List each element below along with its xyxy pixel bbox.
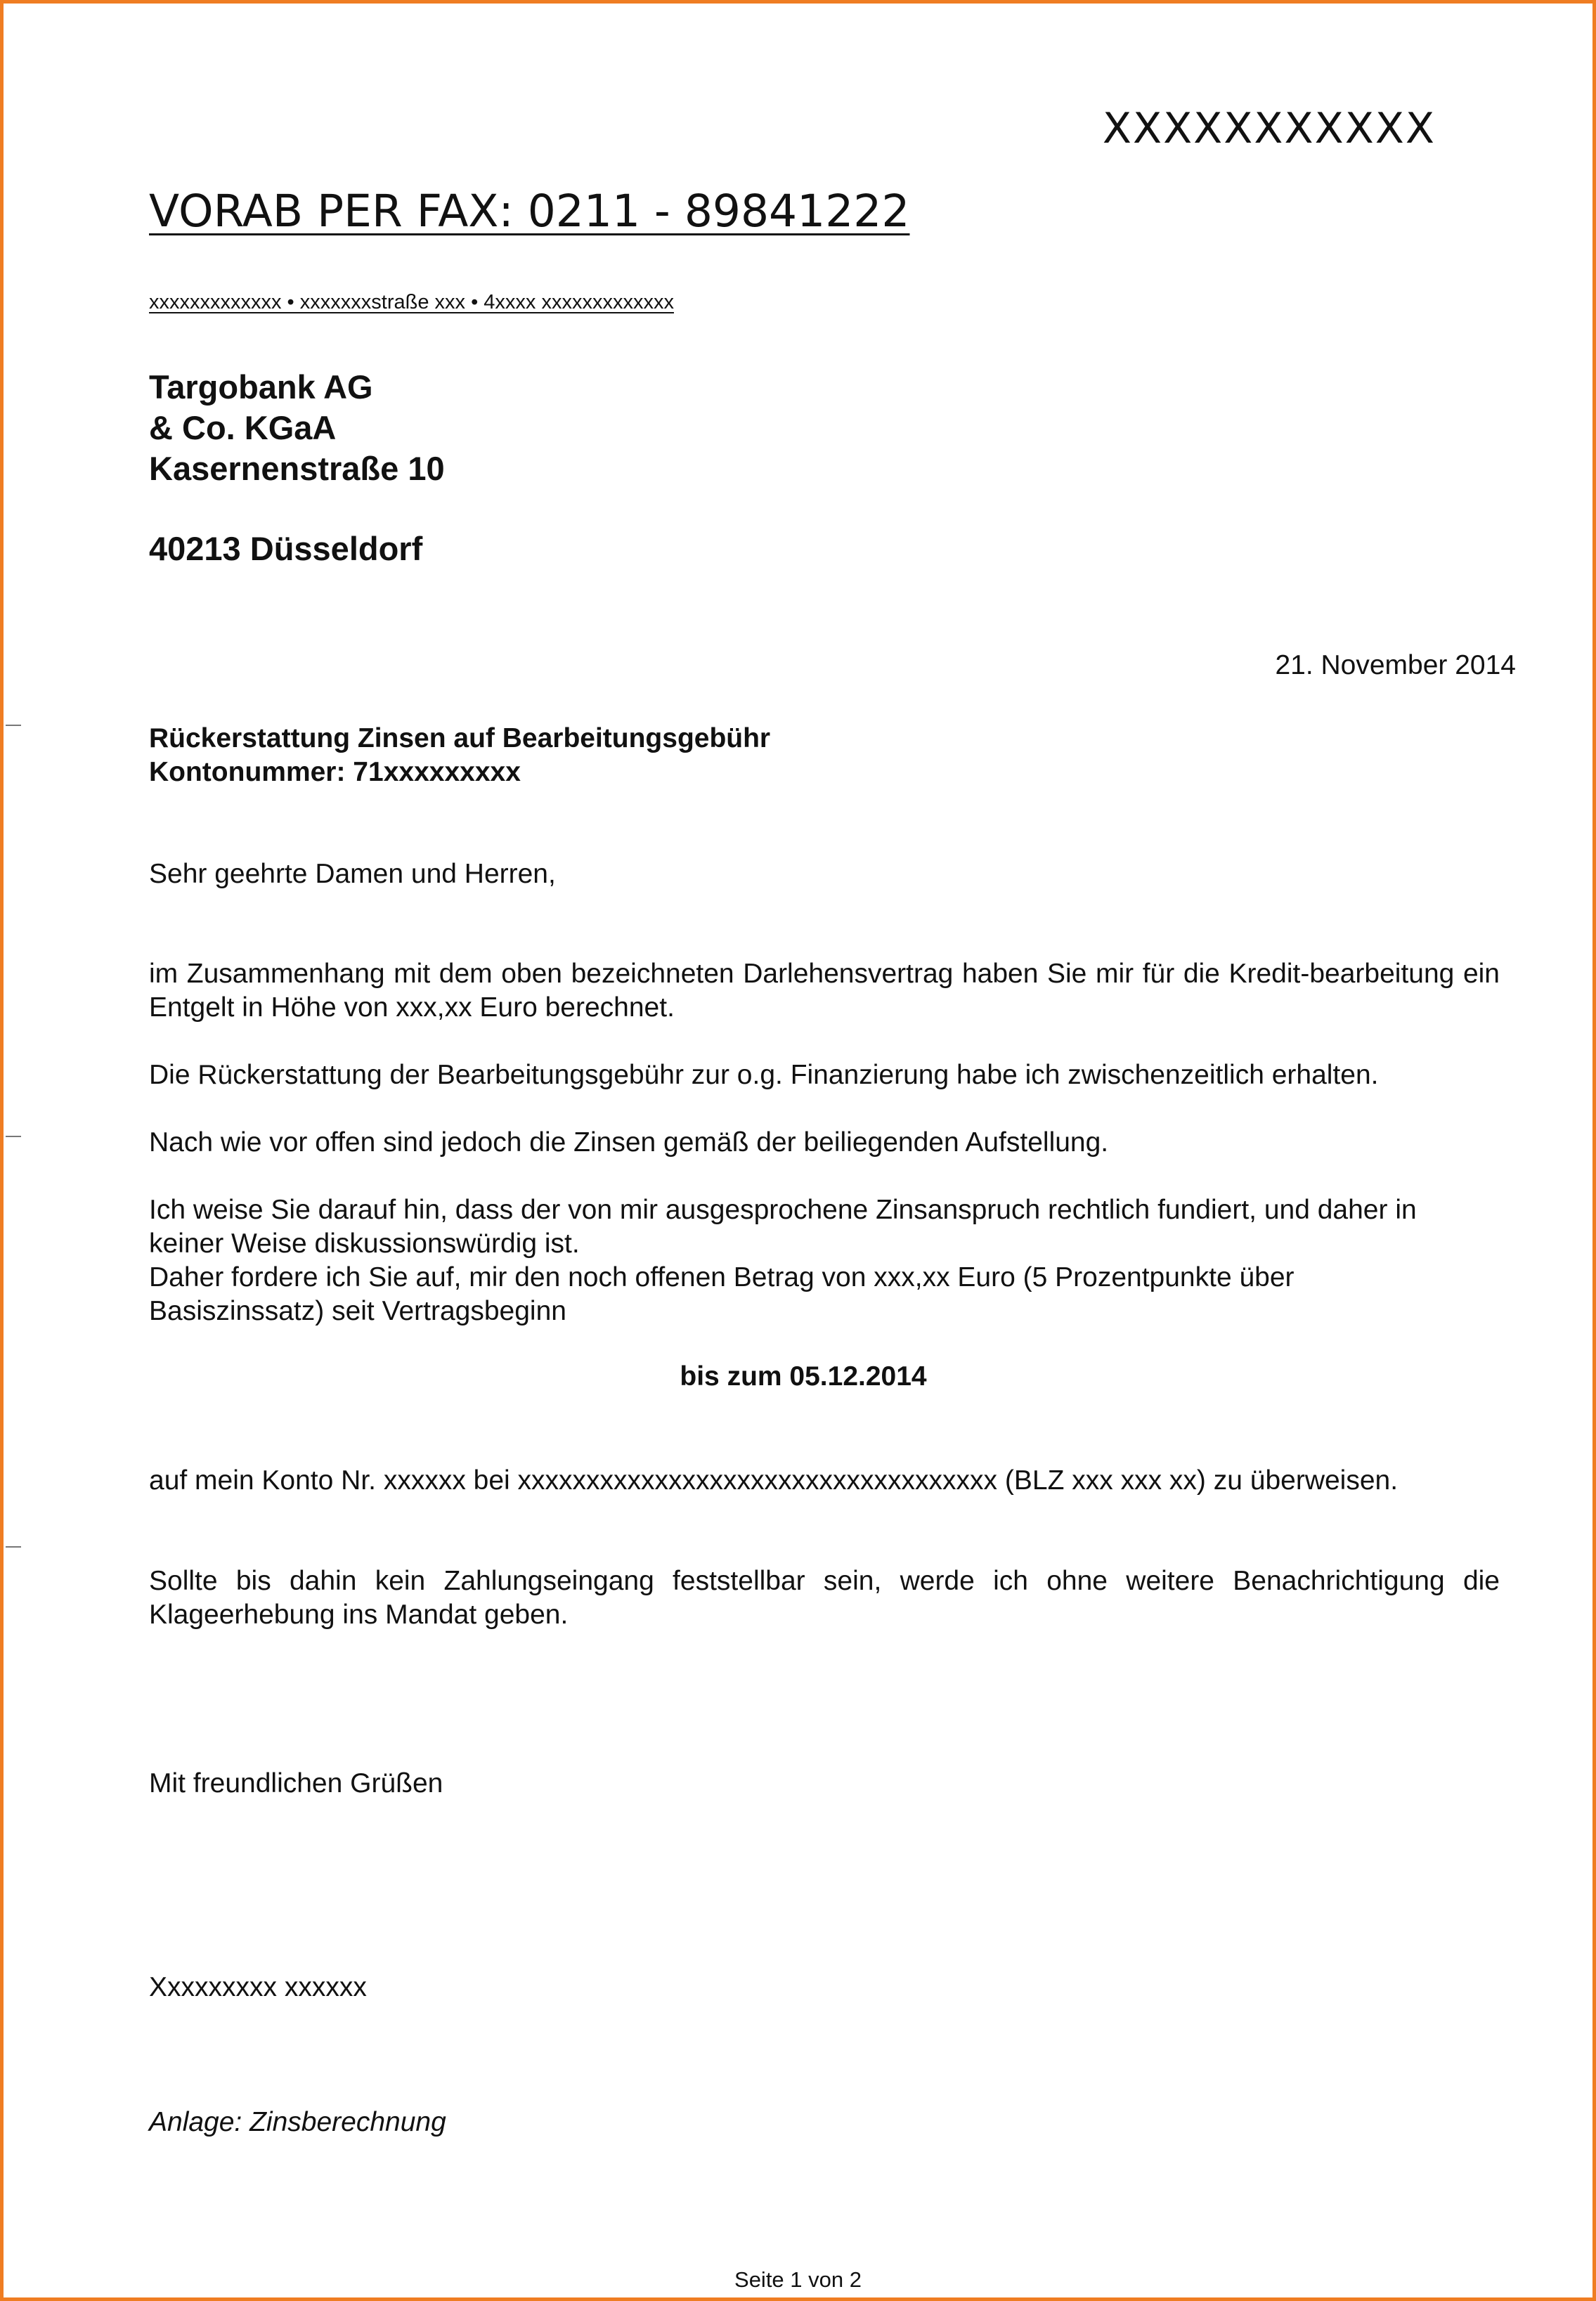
- recipient-name: Targobank AG: [149, 368, 373, 406]
- recipient-address: [149, 367, 445, 489]
- paragraph-claim: Ich weise Sie darauf hin, dass der von mir ausgesprochene Zinsanspruch rechtlich fundiert, und daher in keiner Weise diskussionswürdig ist.: [149, 1195, 1417, 1259]
- paragraph-fee: im Zusammenhang mit dem oben bezeichneten Darlehensvertrag haben Sie mir für die Kredit-bearbeitung ein Entgelt in Höhe von xxx,xx Euro berechnet.: [149, 959, 1500, 1023]
- paragraph-demand: Daher fordere ich Sie auf, mir den noch offenen Betrag von xxx,xx Euro (5 Prozentpunkte über Basiszinssatz) seit Vertragsbeginn: [149, 1262, 1295, 1326]
- reference-placeholder: XXXXXXXXXXX: [1102, 104, 1436, 153]
- fold-mark-top: [6, 725, 21, 726]
- punch-mark: [6, 1136, 21, 1137]
- signature-name: Xxxxxxxxx xxxxxx: [149, 1972, 367, 2002]
- paragraph-legal-action: Sollte bis dahin kein Zahlungseingang feststellbar sein, werde ich ohne weitere Benachrichtigung die Klageerhebung ins Mandat geben.: [149, 1566, 1500, 1630]
- sender-address-line: xxxxxxxxxxxxx • xxxxxxxstraße xxx • 4xxxx xxxxxxxxxxxxx: [149, 291, 674, 313]
- recipient-company-form: & Co. KGaA: [149, 409, 337, 446]
- subject-line: Rückerstattung Zinsen auf Bearbeitungsgebühr: [149, 723, 771, 753]
- paragraph-bank-transfer: auf mein Konto Nr. xxxxxx bei xxxxxxxxxxxxxxxxxxxxxxxxxxxxxxxxxxx (BLZ xxx xxx xx) zu überweisen.: [149, 1465, 1399, 1496]
- paragraph-interest: Nach wie vor offen sind jedoch die Zinsen gemäß der beiliegenden Aufstellung.: [149, 1127, 1109, 1158]
- recipient-city: 40213 Düsseldorf: [149, 530, 423, 567]
- subject-block: [149, 722, 770, 789]
- recipient-street: Kasernenstraße 10: [149, 450, 445, 487]
- letter-date: 21. November 2014: [1275, 650, 1516, 680]
- account-number: Kontonummer: 71xxxxxxxxx: [149, 757, 521, 787]
- salutation: Sehr geehrte Damen und Herren,: [149, 859, 556, 889]
- fold-mark-bottom: [6, 1546, 21, 1548]
- closing: Mit freundlichen Grüßen: [149, 1768, 443, 1798]
- fax-heading: VORAB PER FAX: 0211 - 89841222: [149, 186, 910, 237]
- paragraph-refund: Die Rückerstattung der Bearbeitungsgebühr zur o.g. Finanzierung habe ich zwischenzeitlich erhalten.: [149, 1060, 1379, 1090]
- payment-deadline: bis zum 05.12.2014: [680, 1361, 927, 1392]
- attachment-note: Anlage: Zinsberechnung: [149, 2107, 446, 2137]
- page-number: Seite 1 von 2: [734, 2267, 862, 2292]
